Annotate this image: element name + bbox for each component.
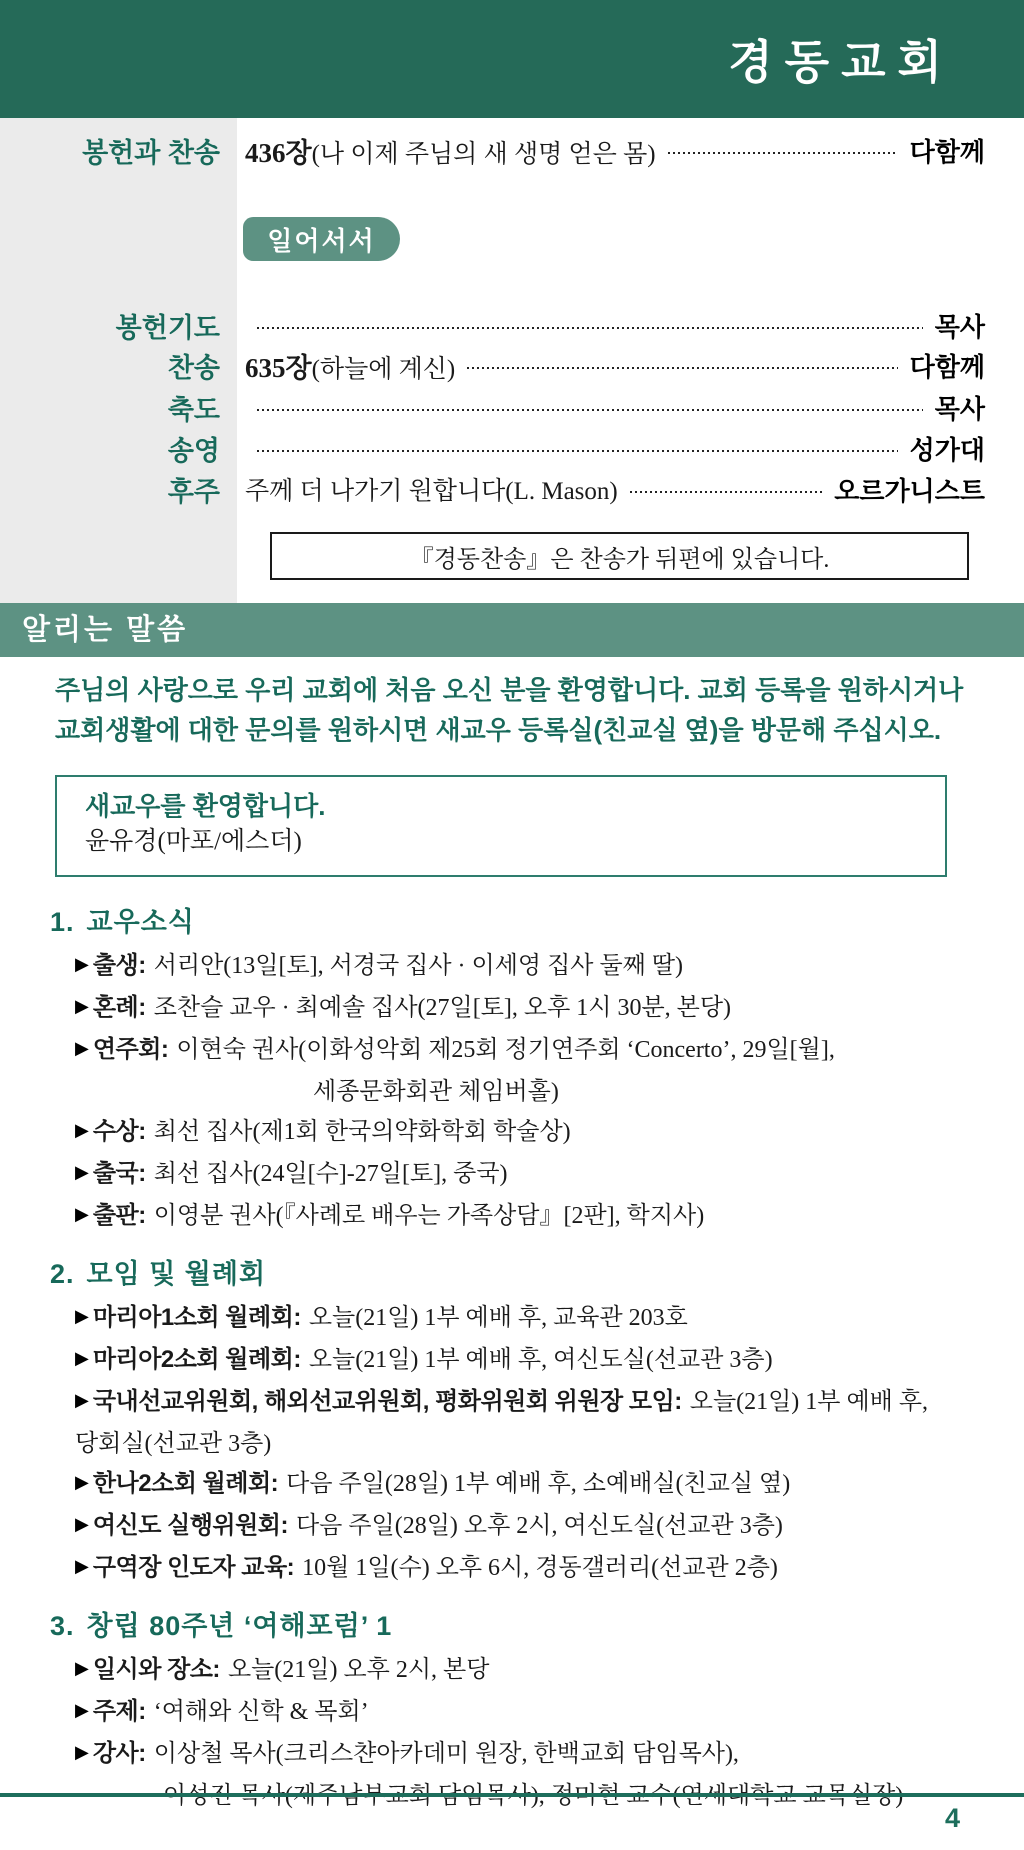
item-label: 국내선교위원회, 해외선교위원회, 평화위원회 위원장 모임:: [92, 1388, 682, 1415]
announcement-item-continuation: 세종문화회관 체임버홀): [313, 1079, 559, 1105]
triangle-bullet-icon: ▶: [75, 996, 89, 1017]
announcement-item: ▶ 국내선교위원회, 해외선교위원회, 평화위원회 위원장 모임: 오늘(21일) 1부 예배 후,: [75, 1388, 929, 1415]
hymnbook-note-box: 『경동찬송』은 찬송가 뒤편에 있습니다.: [270, 532, 969, 580]
worship-row: [0, 390, 1024, 424]
worship-row-text: 635장(하늘에 계신): [245, 352, 456, 383]
welcome-line-2: 교회생활에 대한 문의를 원하시면 새교우 등록실(친교실 옆)을 방문해 주십시오.: [55, 715, 942, 745]
new-member-name: 윤유경(마포/에스더): [85, 828, 302, 855]
announcement-section: [0, 1608, 1024, 1816]
triangle-bullet-icon: ▶: [75, 1120, 89, 1141]
announcement-item: ▶ 출국: 최선 집사(24일[수]-27일[토], 중국): [75, 1160, 508, 1187]
worship-row-body: [245, 346, 985, 385]
announcement-item: ▶ 여신도 실행위원회: 다음 주일(28일) 오후 2시, 여신도실(선교관 3층): [75, 1512, 783, 1539]
dotted-leader: [257, 450, 898, 452]
new-member-title: 새교우를 환영합니다.: [85, 791, 326, 821]
worship-row: [0, 308, 1024, 342]
worship-row-body: [245, 307, 985, 344]
section-title: 창립 80주년 ‘여해포럼’ 1: [86, 1611, 393, 1641]
triangle-bullet-icon: ▶: [75, 1514, 89, 1535]
item-label: 주제:: [92, 1698, 146, 1725]
worship-row: [0, 133, 1024, 167]
worship-row-label: 찬송: [167, 352, 220, 383]
worship-row-label: 봉헌기도: [115, 312, 220, 343]
worship-row-body: [245, 430, 985, 467]
dotted-leader: [467, 367, 897, 369]
item-label: 출생:: [92, 952, 146, 979]
announcement-item: ▶ 수상: 최선 집사(제1회 한국의약화학회 학술상): [75, 1118, 571, 1145]
page-number: 4: [944, 1803, 960, 1833]
worship-row-performer: 성가대: [909, 434, 985, 465]
stand-up-badge: 일어서서: [243, 217, 400, 261]
worship-row: [0, 431, 1024, 465]
footer-rule: [0, 1793, 1024, 1797]
worship-row-text: 주께 더 나가기 원합니다(L. Mason): [245, 478, 618, 505]
worship-row-performer: 목사: [934, 311, 985, 342]
announcement-item: ▶ 혼례: 조찬슬 교우 · 최예솔 집사(27일[토], 오후 1시 30분, 본당): [75, 994, 731, 1021]
worship-row-body: [245, 131, 985, 170]
dotted-leader: [668, 152, 898, 154]
dotted-leader: [630, 491, 823, 493]
item-label: 연주회:: [92, 1036, 169, 1063]
hymn-number: 635장: [245, 352, 312, 383]
announcement-item: ▶ 일시와 장소: 오늘(21일) 오후 2시, 본당: [75, 1656, 490, 1683]
triangle-bullet-icon: ▶: [75, 1348, 89, 1369]
worship-row-performer: 오르가니스트: [834, 475, 985, 506]
triangle-bullet-icon: ▶: [75, 1658, 89, 1679]
triangle-bullet-icon: ▶: [75, 1038, 89, 1059]
triangle-bullet-icon: ▶: [75, 1390, 89, 1411]
item-label: 일시와 장소:: [92, 1656, 220, 1683]
section-heading: [50, 1256, 1024, 1292]
item-label: 강사:: [92, 1740, 146, 1767]
section-number: 3.: [50, 1611, 75, 1641]
section-title: 모임 및 월례회: [86, 1259, 267, 1289]
announcement-item-continuation: 당회실(선교관 3층): [75, 1431, 272, 1457]
announcement-item: ▶ 주제: ‘여해와 신학 & 목회’: [75, 1698, 369, 1725]
worship-row-label: 송영: [167, 435, 220, 466]
item-label: 출국:: [92, 1160, 146, 1187]
announcement-item: ▶ 출생: 서리안(13일[토], 서경국 집사 · 이세영 집사 둘째 딸): [75, 952, 683, 979]
welcome-line-1: 주님의 사랑으로 우리 교회에 처음 오신 분을 환영합니다. 교회 등록을 원하시거나: [55, 675, 964, 705]
announcements-section: [0, 657, 1024, 1816]
welcome-paragraph: [0, 670, 1024, 750]
worship-row: [0, 472, 1024, 506]
dotted-leader: [257, 409, 923, 411]
announcement-section: [0, 1256, 1024, 1590]
triangle-bullet-icon: ▶: [75, 1306, 89, 1327]
worship-row-body: [245, 471, 985, 508]
header-band: [0, 0, 1024, 118]
triangle-bullet-icon: ▶: [75, 1742, 89, 1763]
announcement-section: [0, 904, 1024, 1238]
section-title: 교우소식: [86, 907, 195, 937]
item-label: 마리아2소회 월례회:: [92, 1346, 301, 1373]
item-label: 수상:: [92, 1118, 146, 1145]
announcement-item: ▶ 연주회: 이현숙 권사(이화성악회 제25회 정기연주회 ‘Concerto’, 29일[월],: [75, 1036, 835, 1063]
announcements-band: 알리는 말씀: [0, 603, 1024, 657]
section-heading: [50, 1608, 1024, 1644]
triangle-bullet-icon: ▶: [75, 1556, 89, 1577]
church-logo: 경동교회: [728, 35, 954, 89]
announcement-item: ▶ 마리아1소회 월례회: 오늘(21일) 1부 예배 후, 교육관 203호: [75, 1304, 688, 1331]
worship-order-section: [0, 118, 1024, 603]
triangle-bullet-icon: ▶: [75, 1472, 89, 1493]
new-member-box: [55, 775, 947, 877]
worship-row: [0, 348, 1024, 382]
triangle-bullet-icon: ▶: [75, 1162, 89, 1183]
worship-row-label: 후주: [167, 476, 220, 507]
announcement-item: ▶ 마리아2소회 월례회: 오늘(21일) 1부 예배 후, 여신도실(선교관 3층): [75, 1346, 773, 1373]
section-number: 1.: [50, 907, 75, 937]
triangle-bullet-icon: ▶: [75, 954, 89, 975]
worship-row-label: 봉헌과 찬송: [82, 137, 220, 168]
section-number: 2.: [50, 1259, 75, 1289]
triangle-bullet-icon: ▶: [75, 1204, 89, 1225]
announcement-item: ▶ 강사: 이상철 목사(크리스챤아카데미 원장, 한백교회 담임목사),: [75, 1740, 739, 1767]
item-label: 마리아1소회 월례회:: [92, 1304, 301, 1331]
worship-row-performer: 목사: [934, 393, 985, 424]
announcement-item: ▶ 한나2소회 월례회: 다음 주일(28일) 1부 예배 후, 소예배실(친교실 옆): [75, 1470, 791, 1497]
worship-row-performer: 다함께: [909, 351, 985, 382]
section-heading: [50, 904, 1024, 940]
announcement-item: ▶ 출판: 이영분 권사(『사례로 배우는 가족상담』[2판], 학지사): [75, 1202, 705, 1229]
triangle-bullet-icon: ▶: [75, 1700, 89, 1721]
hymn-number: 436장: [245, 137, 312, 168]
item-label: 여신도 실행위원회:: [92, 1512, 288, 1539]
item-label: 혼례:: [92, 994, 146, 1021]
worship-row-performer: 다함께: [909, 136, 985, 167]
dotted-leader: [257, 327, 923, 329]
item-label: 출판:: [92, 1202, 146, 1229]
worship-row-body: [245, 389, 985, 426]
sections: [0, 904, 1024, 1816]
item-label: 구역장 인도자 교육:: [92, 1554, 295, 1581]
worship-row-label: 축도: [167, 394, 220, 425]
announcement-item: ▶ 구역장 인도자 교육: 10월 1일(수) 오후 6시, 경동갤러리(선교관 2층): [75, 1554, 778, 1581]
item-label: 한나2소회 월례회:: [92, 1470, 279, 1497]
worship-row-text: 436장(나 이제 주님의 새 생명 얻은 몸): [245, 137, 656, 168]
